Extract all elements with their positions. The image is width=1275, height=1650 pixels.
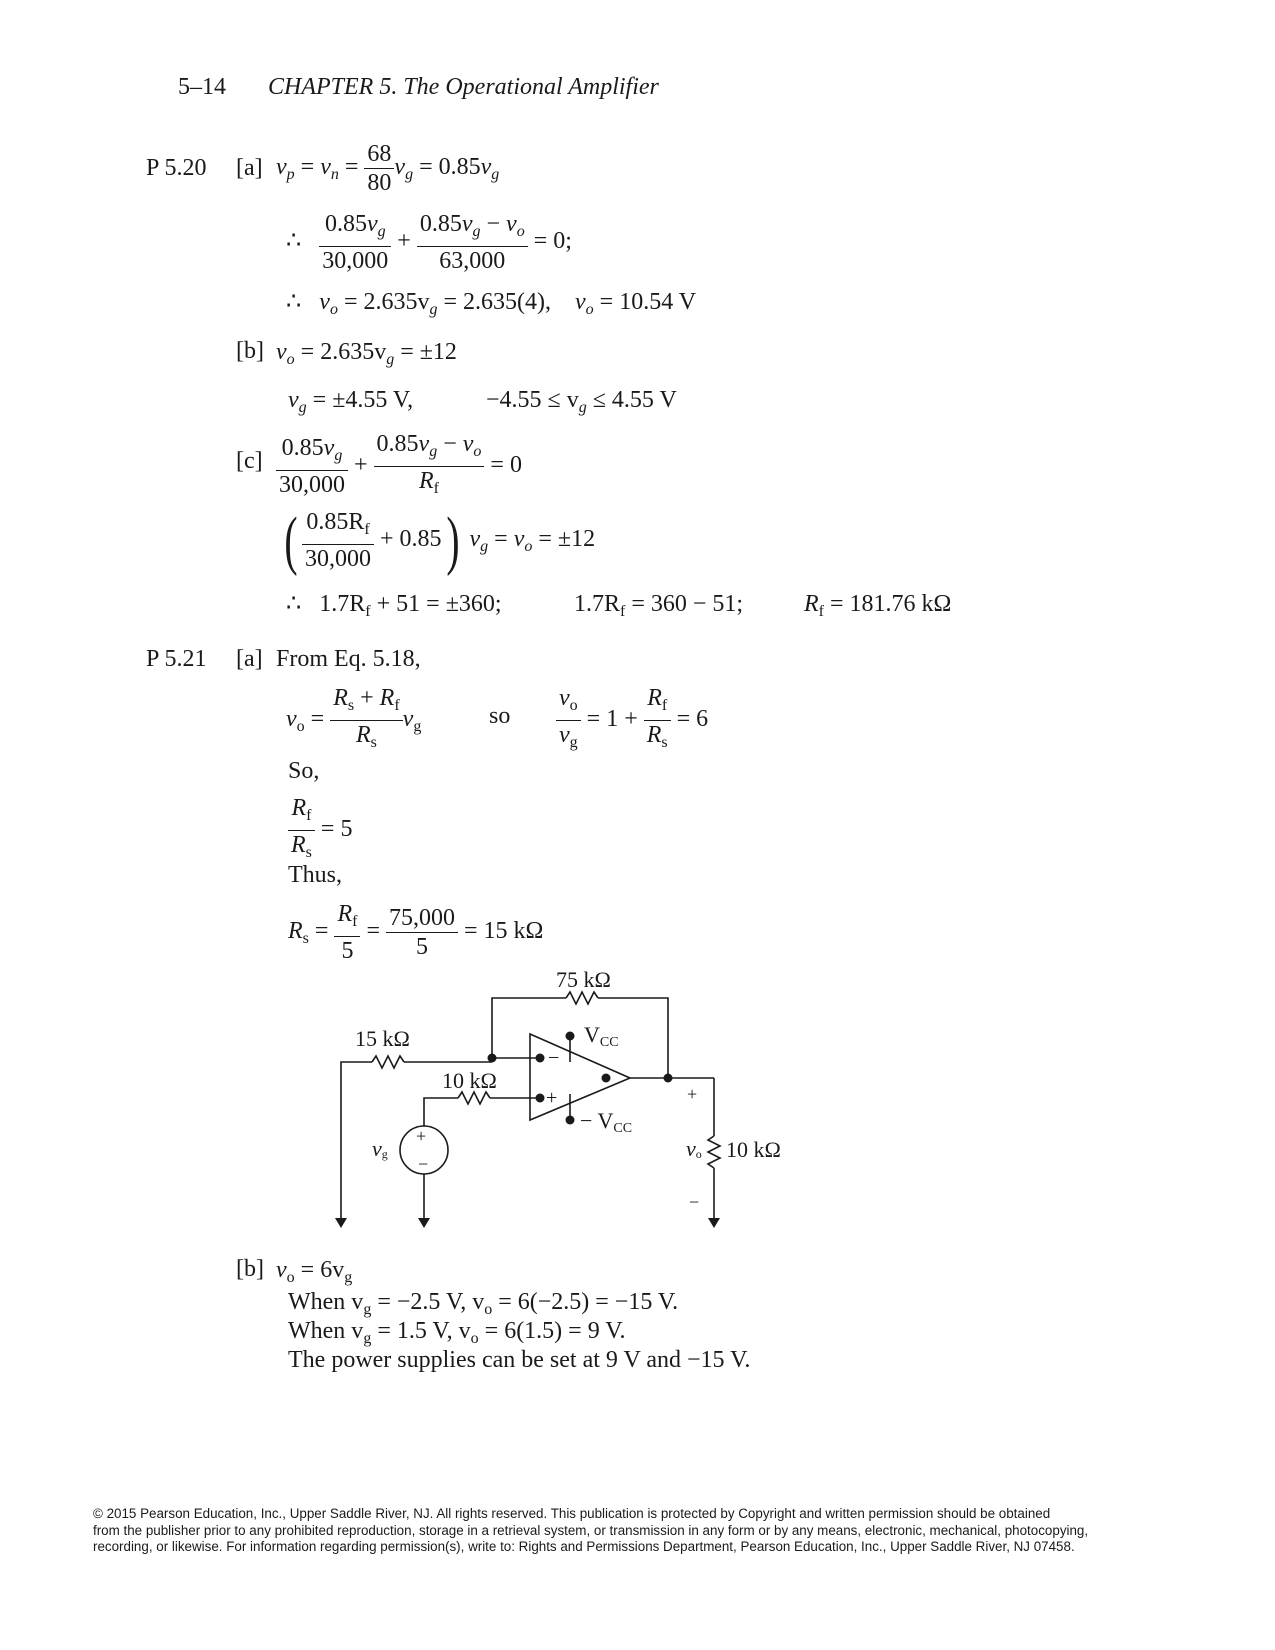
eq-c3: ∴ $1.7R_f + 51 = \pm 360$;: [286, 591, 502, 620]
input-wire: [341, 1062, 372, 1220]
problem-label-5-20: P 5.20: [146, 155, 207, 181]
eq-node-a: ∴ $\frac{0.85v_g}{30,000}$ + $\frac{0.85v_g - v_o}{63,000}$ = 0;: [286, 211, 572, 274]
ground-arrow-left: [335, 1218, 347, 1228]
power-supply-note: The power supplies can be set at 9 V and −15 V.: [288, 1347, 751, 1373]
when-neg: When $v_g = -2.5$ V, $v_o = 6(-2.5) = -15$ V.: [288, 1289, 679, 1318]
label-vcc: VCC: [584, 1022, 619, 1050]
thus-word: Thus,: [288, 862, 342, 888]
page-number: 5–14: [178, 74, 226, 100]
load-plus: +: [687, 1084, 698, 1104]
part-c-label: [c]: [236, 448, 263, 474]
eq-result-a: ∴ $v_o = 2.635v_g = 2.635(4)$, $v_o = 10.54$ V: [286, 289, 697, 318]
opamp-plus: +: [546, 1087, 558, 1109]
label-10k-load: 10 kΩ: [726, 1137, 781, 1162]
plus-wire: [424, 1098, 458, 1126]
so-comma: So,: [288, 758, 320, 784]
label-10k-plus: 10 kΩ: [442, 1068, 497, 1093]
eq-b2: $v_g = \pm 4.55$ V,: [288, 387, 414, 416]
label-neg-vcc: − VCC: [580, 1108, 633, 1136]
eq-b1: $v_o = 2.635v_g = \pm 12$: [276, 339, 457, 368]
node-inv-pin: [536, 1054, 545, 1063]
eq-vo-6vg: $v_o = 6v_g$: [276, 1257, 353, 1286]
part-b-label: [b]: [236, 338, 264, 364]
label-75k: 75 kΩ: [556, 967, 611, 992]
load-minus: −: [689, 1192, 700, 1212]
eq-rf-rs-5: $\frac{R_f}{R_s}$ = 5: [288, 794, 352, 867]
eq-rs-value: $R_s$ = $\frac{R_f}{5}$ = $\frac{75,000}{5}$ = 15 kΩ: [288, 901, 544, 964]
input-resistor-15k: [372, 1056, 404, 1068]
part-a-label: [a]: [236, 155, 263, 181]
feedback-resistor-75k: [566, 992, 598, 1004]
eq-vp-vn: $v_p = v_n$ = $\frac{68}{80}$ $v_g = 0.85v_g$: [276, 141, 500, 196]
ground-arrow-mid: [418, 1218, 430, 1228]
eq-gain-ratio: $\frac{v_o}{v_g}$ = 1 + $\frac{R_f}{R_s}$ = 6: [556, 684, 708, 757]
label-15k: 15 kΩ: [355, 1026, 410, 1051]
footer-line-1: © 2015 Pearson Education, Inc., Upper Saddle River, NJ. All rights reserved. This publication is protected by Copyright and written permission should be obtained: [93, 1506, 1051, 1521]
chapter-title: CHAPTER 5. The Operational Amplifier: [268, 74, 659, 100]
from-eq-text: From Eq. 5.18,: [276, 646, 421, 672]
copyright-footer: [93, 1506, 1213, 1556]
label-vo: vo: [686, 1136, 702, 1161]
node-inv: [488, 1054, 497, 1063]
part-a-label-521: [a]: [236, 646, 263, 672]
source-minus: −: [418, 1154, 429, 1174]
node-out: [664, 1074, 673, 1083]
eq-c3-rf: $R_f = 181.76$ kΩ: [804, 591, 952, 620]
part-b-label-521: [b]: [236, 1256, 264, 1282]
label-vg: vg: [372, 1136, 388, 1161]
footer-line-2: from the publisher prior to any prohibited reproduction, storage in a retrieval system, or transmission in any form or by any means, electronic, mechanical, photocopying,: [93, 1522, 1089, 1538]
eq-c2: ( $\frac{0.85R_f}{30,000}$ + 0.85) $v_g = v_o = \pm 12$: [284, 503, 596, 577]
node-out-inner: [602, 1074, 611, 1083]
eq-c1: $\frac{0.85v_g}{30,000}$ + $\frac{0.85v_g - v_o}{R_f}$ = 0: [276, 430, 522, 503]
ground-arrow-right: [708, 1218, 720, 1228]
plus-resistor-10k: [458, 1092, 490, 1104]
so-word: so: [489, 703, 511, 729]
problem-label-5-21: P 5.21: [146, 646, 207, 672]
eq-noninv-gain: $v_o$ = $\frac{R_s + R_f}{R_s}$ $v_g$: [286, 685, 422, 751]
footer-line-3: recording, or likewise. For information regarding permission(s), write to: Rights and Permissions Department, Pearson Education, Inc., Upper Saddle River, NJ 07458.: [93, 1539, 1075, 1554]
node-vcc: [566, 1032, 575, 1041]
source-plus: +: [416, 1126, 427, 1146]
when-pos: When $v_g = 1.5$ V, $v_o = 6(1.5) = 9$ V.: [288, 1318, 626, 1347]
opamp-minus: −: [548, 1047, 560, 1069]
node-neg-vcc: [566, 1116, 575, 1125]
eq-c3-mid: $1.7R_f = 360 - 51$;: [574, 591, 744, 620]
load-resistor-10k: [708, 1136, 720, 1168]
node-plus-pin: [536, 1094, 545, 1103]
eq-b3: $-4.55 \le v_g \le 4.55$ V: [486, 387, 677, 416]
